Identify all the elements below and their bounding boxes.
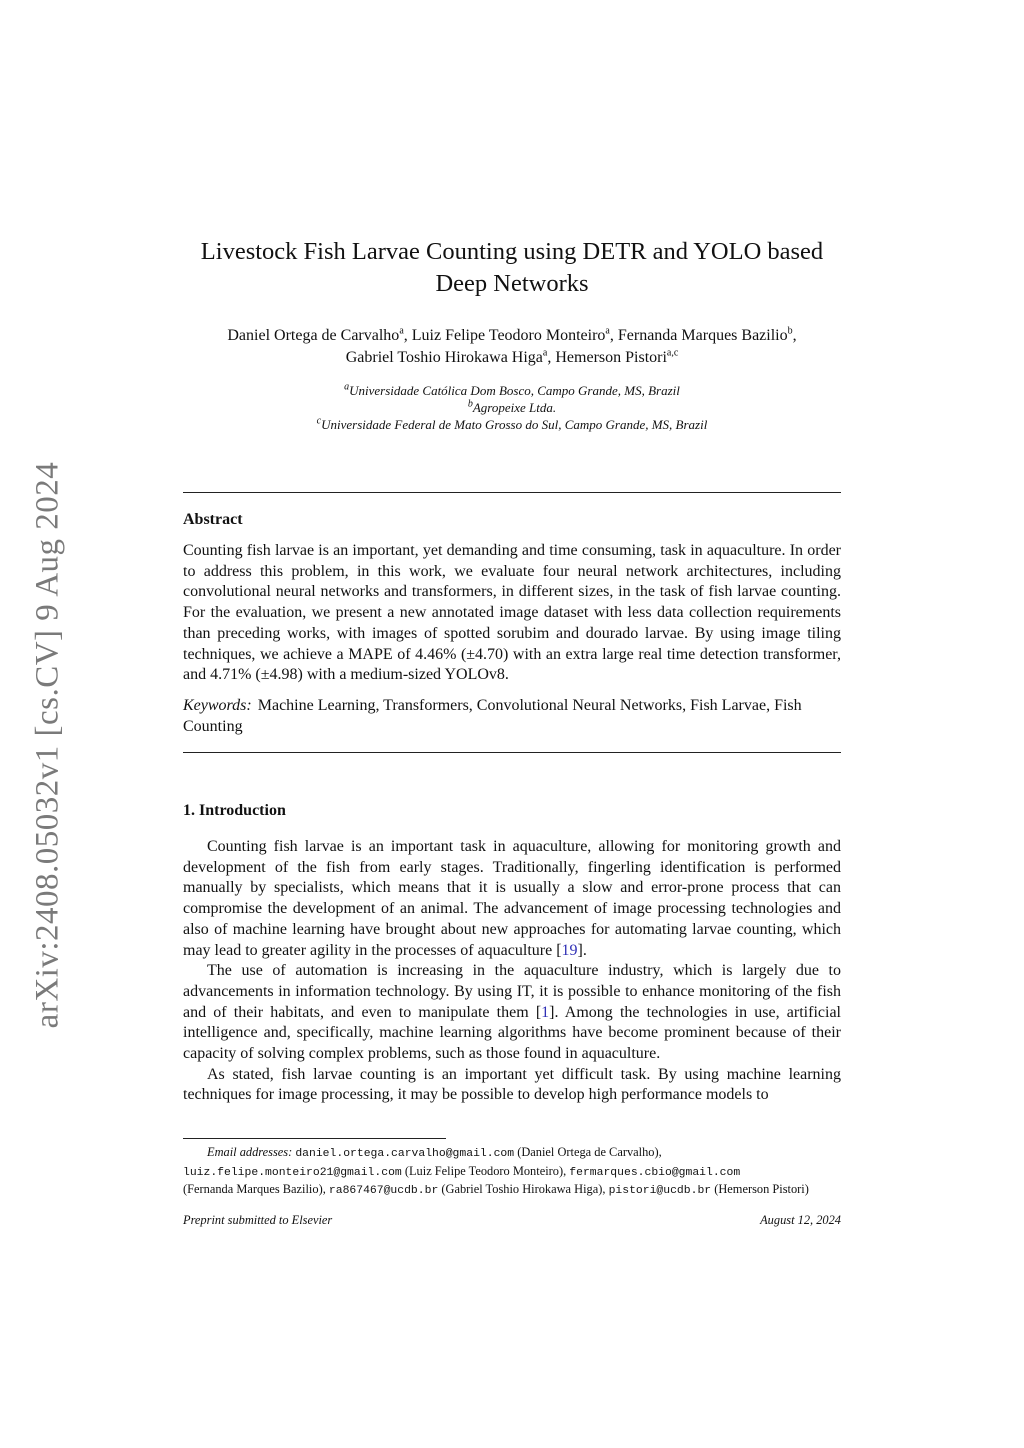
paragraph: The use of automation is increasing in the aquaculture industry, which is largely due to advancements in information technology. By using IT, it is possible to enhance monitoring of the fish and of their habitats, and even to manipulate them [1]. Among the technologies in use, artificial intelligence and, specifically, machine learning algorithms have become prominent because of their capacity of solving complex problems, such as those found in aquaculture.	[183, 962, 841, 1063]
author-name: Luiz Felipe Teodoro Monteiro	[411, 327, 606, 344]
footnote-rule	[183, 1138, 446, 1139]
arxiv-id-text: arXiv:2408.05032v1 [cs.CV] 9 Aug 2024	[29, 461, 66, 1029]
footer-journal: Preprint submitted to Elsevier	[183, 1213, 333, 1227]
footnote-label: Email addresses:	[207, 1145, 293, 1159]
footer-date: August 12, 2024	[760, 1213, 841, 1227]
citation-link[interactable]: 19	[561, 941, 578, 959]
introduction-body	[183, 837, 841, 1106]
keywords-label: Keywords:	[183, 697, 252, 714]
keywords-text: Machine Learning, Transformers, Convolutional Neural Networks, Fish Larvae, Fish Counting	[183, 697, 802, 735]
email-address[interactable]: fermarques.cbio@gmail.com	[569, 1166, 741, 1179]
paper-title	[140, 236, 884, 300]
paragraph: As stated, fish larvae counting is an important yet difficult task. By using machine learning techniques for image processing, it may be possible to develop high performance models to	[183, 1065, 841, 1104]
section-heading-introduction: 1. Introduction	[183, 802, 286, 819]
author-sup: a	[542, 347, 548, 359]
arxiv-sidebar-id	[18, 450, 78, 1040]
author-sup: b	[787, 325, 793, 337]
author-sup: a	[399, 325, 404, 337]
affiliation-list	[140, 382, 884, 433]
keywords	[183, 696, 841, 737]
author-name: Gabriel Toshio Hirokawa Higa	[345, 349, 543, 366]
email-address[interactable]: luiz.felipe.monteiro21@gmail.com	[183, 1166, 402, 1179]
email-address[interactable]: daniel.ortega.carvalho@gmail.com	[295, 1148, 515, 1160]
abstract-text: Counting fish larvae is an important, yet demanding and time consuming, task in aquaculture. In order to address this problem, in this work, we evaluate four neural network architectures, including convolutional neural networks and transformers, in different sizes, in the task of fish larvae counting. For the evaluation, we present a new annotated image dataset with less data collection requirements than preceding works, with images of spotted sorubim and dourado larvae. By using image tiling techniques, we achieve a MAPE of 4.46% (±4.70) with an extra large real time detection transformer, and 4.71% (±4.98) with a medium-sized YOLOv8.	[183, 542, 841, 684]
abstract-top-rule	[183, 492, 841, 493]
author-name: Hemerson Pistori	[555, 349, 667, 366]
abstract-bottom-rule	[183, 752, 841, 753]
abstract-heading: Abstract	[183, 511, 243, 528]
affiliation: $^c$Universidade Federal de Mato Grosso do Sul, Campo Grande, MS, Brazil	[316, 415, 708, 432]
paragraph: Counting fish larvae is an important task in aquaculture, allowing for monitoring growth and development of the fish from early stages. Traditionally, fingerling identification is performed manually by specialists, which means that it is usually a slow and error-prone process that can compromise the development of an animal. The advancement of image processing technologies and also of machine learning have brought about new approaches for automating larvae counting, which may lead to greater agility in the processes of aquaculture [19].	[183, 838, 841, 959]
citation-link[interactable]: 1	[541, 1003, 550, 1021]
author-sup: a,c	[666, 347, 679, 359]
affiliation: $^b$Agropeixe Ltda.	[467, 398, 557, 415]
title-line-1: Livestock Fish Larvae Counting using DETR and YOLO based	[200, 238, 824, 265]
page-footer	[183, 1213, 841, 1228]
affiliation: $^a$Universidade Católica Dom Bosco, Campo Grande, MS, Brazil	[344, 381, 680, 398]
author-name: Daniel Ortega de Carvalho	[227, 327, 400, 344]
email-address[interactable]: ra867467@ucdb.br	[328, 1185, 439, 1198]
author-list: Daniel Ortega de Carvalho$^a$, Luiz Felipe Teodoro Monteiro$^a$, Fernanda Marques Bazilio$^b$, Gabriel Toshio Hirokawa Higa$^a$, Hemerson Pistori$^{a,c}$	[227, 325, 797, 366]
footnote-emails: Email addresses: daniel.ortega.carvalho@gmail.com (Daniel Ortega de Carvalho), luiz.felipe.monteiro21@gmail.com (Luiz Felipe Teodoro Monteiro), fermarques.cbio@gmail.com (Fernanda Marques Bazilio), ra867467@ucdb.br (Gabriel Toshio Hirokawa Higa), pistori@ucdb.br (Hemerson Pistori)	[183, 1145, 809, 1198]
title-line-2: Deep Networks	[435, 270, 589, 297]
author-sup: a	[605, 325, 610, 337]
email-address[interactable]: pistori@ucdb.br	[608, 1185, 712, 1198]
author-name: Fernanda Marques Bazilio	[617, 327, 788, 344]
abstract-body	[183, 541, 841, 686]
